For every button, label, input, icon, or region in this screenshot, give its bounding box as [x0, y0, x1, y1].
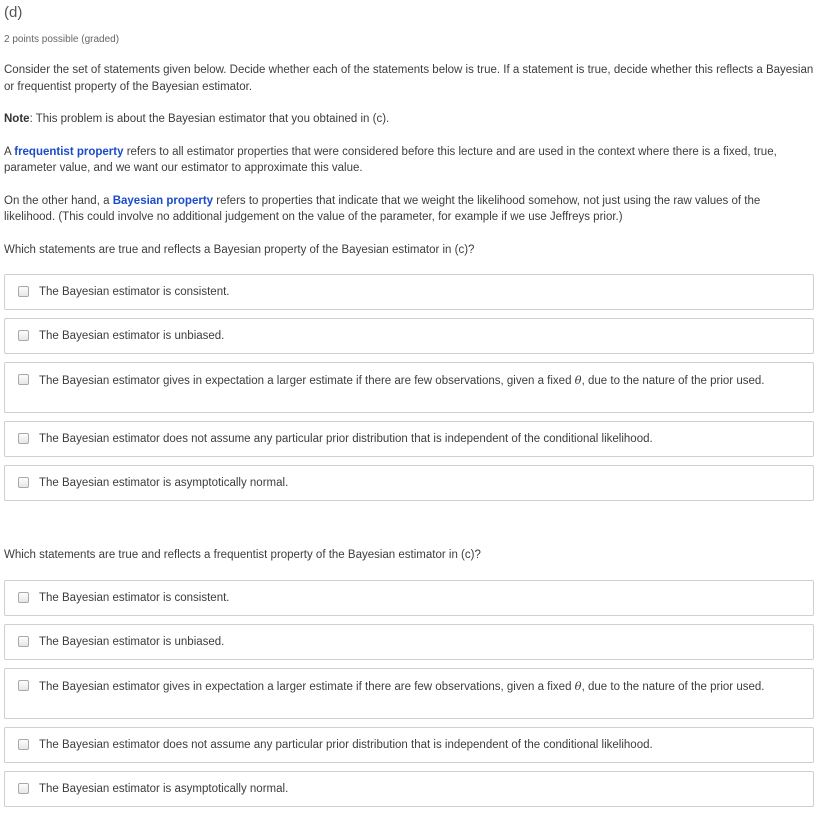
choices-bayesian: [4, 274, 814, 501]
note-paragraph: [4, 111, 814, 128]
choice-label-part: , due to the nature of the prior used.: [581, 680, 765, 693]
problem-container: [0, 3, 834, 807]
points-possible: 2 points possible (graded): [4, 34, 120, 45]
choice-label: The Bayesian estimator does not assume any particular prior distribution that is independent of the conditional likelihood.: [39, 738, 653, 751]
choice-label: The Bayesian estimator is asymptotically normal.: [39, 477, 289, 489]
frequentist-text: refers to all estimator properties that were considered before this lecture and are used in the context where there is a fixed, true, parameter value, and we want our estimator to approximate this value.: [4, 145, 777, 174]
checkbox[interactable]: [18, 433, 29, 444]
checkbox[interactable]: [18, 477, 29, 488]
problem-heading: (d): [4, 4, 23, 21]
bayesian-paragraph: [4, 193, 814, 226]
checkbox[interactable]: [18, 330, 29, 341]
bayesian-prefix: On the other hand, a: [4, 194, 113, 207]
checkbox[interactable]: [18, 374, 29, 385]
choice-label: The Bayesian estimator is consistent.: [39, 286, 230, 298]
note-label: Note: [4, 113, 30, 125]
note-text: : This problem is about the Bayesian estimator that you obtained in (c).: [29, 113, 390, 125]
choice-label: The Bayesian estimator does not assume any particular prior distribution that is independent of the conditional likelihood.: [39, 433, 653, 445]
question-bayesian: Which statements are true and reflects a Bayesian property of the Bayesian estimator in (c)?: [4, 243, 475, 256]
choice-label: [39, 678, 764, 696]
choice-frequentist-asymptotically-normal[interactable]: [4, 771, 814, 807]
intro-text: Consider the set of statements given below. Decide whether each of the statements below is true. If a statement is true, decide whether this reflects a Bayesian or frequentist property of the Bayesian estimator.: [4, 64, 814, 93]
choice-label: The Bayesian estimator is asymptotically normal.: [39, 782, 289, 795]
checkbox[interactable]: [18, 592, 29, 603]
choice-label-part: , due to the nature of the prior used.: [581, 375, 765, 387]
choices-frequentist: [4, 580, 814, 807]
frequentist-prefix: A: [4, 145, 15, 158]
choice-label-part: The Bayesian estimator gives in expectation a larger estimate if there are few observations, given a fixed: [39, 680, 575, 693]
choice-label-part: The Bayesian estimator gives in expectation a larger estimate if there are few observations, given a fixed: [39, 375, 575, 387]
choice-label: The Bayesian estimator is unbiased.: [39, 635, 225, 648]
choice-bayesian-no-prior[interactable]: [4, 421, 814, 457]
frequentist-paragraph: [4, 144, 814, 177]
choice-label: The Bayesian estimator is consistent.: [39, 591, 230, 604]
checkbox[interactable]: [18, 286, 29, 297]
theta-symbol: θ: [574, 678, 582, 693]
checkbox[interactable]: [18, 636, 29, 647]
checkbox[interactable]: [18, 739, 29, 750]
choice-frequentist-consistent[interactable]: [4, 580, 814, 616]
choice-label: The Bayesian estimator is unbiased.: [39, 330, 225, 342]
bayesian-text: refers to properties that indicate that we weight the likelihood somehow, not just using the raw values of the likelihood. (This could involve no additional judgement on the value of the parameter, for example if we use Jeffreys prior.): [4, 194, 761, 223]
choice-frequentist-larger-estimate[interactable]: [4, 668, 814, 719]
choice-frequentist-unbiased[interactable]: [4, 624, 814, 660]
choice-bayesian-unbiased[interactable]: [4, 318, 814, 354]
choice-frequentist-no-prior[interactable]: [4, 727, 814, 763]
choice-label: [39, 372, 764, 390]
theta-symbol: θ: [574, 373, 582, 387]
frequentist-term: frequentist property: [14, 145, 124, 158]
bayesian-term: Bayesian property: [112, 194, 214, 207]
question-frequentist: Which statements are true and reflects a frequentist property of the Bayesian estimator in (c)?: [4, 549, 481, 561]
choice-bayesian-larger-estimate[interactable]: [4, 362, 814, 413]
choice-bayesian-asymptotically-normal[interactable]: [4, 465, 814, 501]
checkbox[interactable]: [18, 783, 29, 794]
checkbox[interactable]: [18, 680, 29, 691]
choice-bayesian-consistent[interactable]: [4, 274, 814, 310]
